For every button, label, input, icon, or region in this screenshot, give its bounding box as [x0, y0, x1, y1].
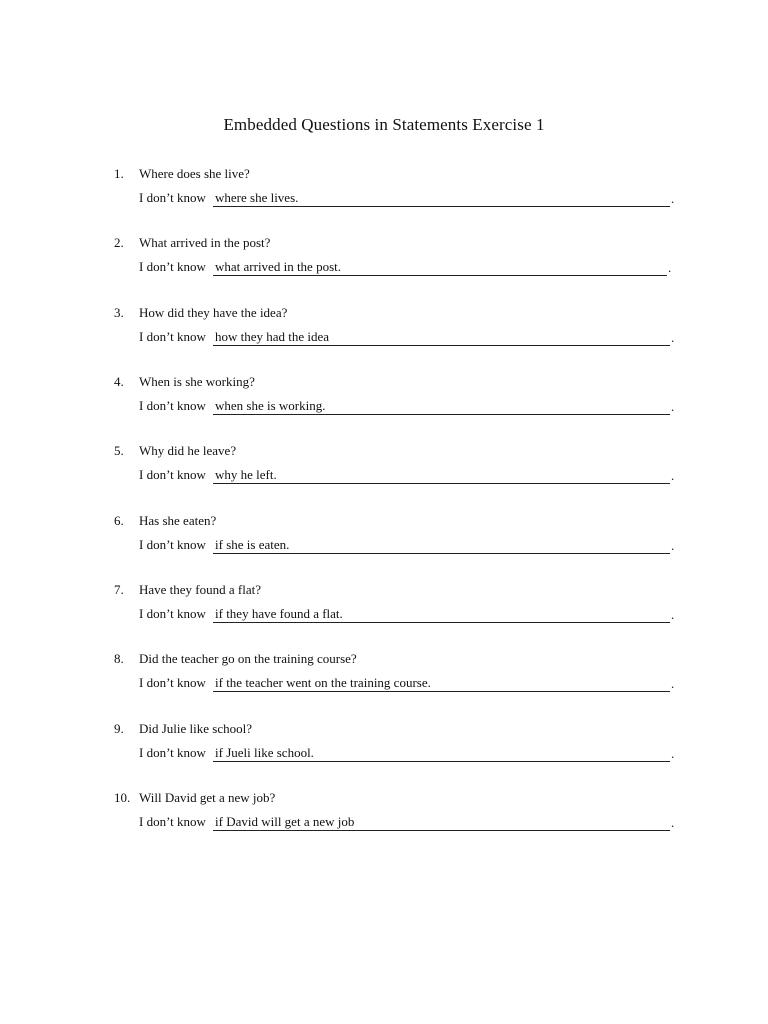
item-question: Has she eaten?: [139, 513, 217, 528]
item-number: 3.: [114, 305, 124, 320]
answer-prefix: I don’t know: [139, 745, 206, 760]
answer-prefix: I don’t know: [139, 537, 206, 552]
item-question: When is she working?: [139, 374, 255, 389]
item-question: Why did he leave?: [139, 443, 237, 458]
answer-row: [139, 259, 679, 277]
answer-blank[interactable]: [213, 329, 670, 346]
answer-period: .: [671, 399, 675, 414]
item-question: Did the teacher go on the training course?: [139, 651, 357, 666]
answer-blank[interactable]: [213, 467, 670, 484]
item-question: Where does she live?: [139, 166, 250, 181]
answer-blank[interactable]: [213, 814, 670, 831]
answer-blank[interactable]: [213, 606, 670, 623]
answer-row: [139, 467, 679, 485]
item-number: 5.: [114, 443, 124, 458]
answer-text: how they had the idea: [215, 329, 330, 344]
answer-text: when she is working.: [215, 398, 326, 413]
exercise-item: [114, 374, 674, 424]
answer-prefix: I don’t know: [139, 190, 206, 205]
answer-period: .: [671, 330, 675, 345]
answer-period: .: [668, 260, 672, 275]
answer-prefix: I don’t know: [139, 329, 206, 344]
item-question: How did they have the idea?: [139, 305, 288, 320]
answer-text: if Jueli like school.: [215, 745, 314, 760]
answer-text: if they have found a flat.: [215, 606, 343, 621]
exercise-item: [114, 443, 674, 493]
answer-row: [139, 329, 679, 347]
answer-text: where she lives.: [215, 190, 299, 205]
exercise-item: [114, 166, 674, 216]
answer-blank[interactable]: [213, 398, 670, 415]
answer-row: [139, 190, 679, 208]
answer-period: .: [671, 538, 675, 553]
answer-period: .: [671, 191, 675, 206]
answer-text: why he left.: [215, 467, 277, 482]
answer-prefix: I don’t know: [139, 467, 206, 482]
exercise-item: [114, 513, 674, 563]
exercise-item: [114, 721, 674, 771]
item-question: Will David get a new job?: [139, 790, 276, 805]
exercise-item: [114, 651, 674, 701]
answer-text: if she is eaten.: [215, 537, 290, 552]
answer-row: [139, 675, 679, 693]
worksheet-title: Embedded Questions in Statements Exercise 1: [223, 115, 545, 134]
item-number: 8.: [114, 651, 124, 666]
answer-prefix: I don’t know: [139, 259, 206, 274]
answer-prefix: I don’t know: [139, 606, 206, 621]
answer-period: .: [671, 746, 675, 761]
answer-prefix: I don’t know: [139, 398, 206, 413]
answer-blank[interactable]: [213, 190, 670, 207]
item-number: 1.: [114, 166, 124, 181]
answer-text: if David will get a new job: [215, 814, 355, 829]
answer-row: [139, 745, 679, 763]
item-number: 6.: [114, 513, 124, 528]
answer-period: .: [671, 607, 675, 622]
answer-blank[interactable]: [213, 537, 670, 554]
exercise-item: [114, 790, 674, 840]
answer-period: .: [671, 468, 675, 483]
item-question: Have they found a flat?: [139, 582, 262, 597]
answer-prefix: I don’t know: [139, 675, 206, 690]
exercise-item: [114, 305, 674, 355]
answer-row: [139, 814, 679, 832]
answer-prefix: I don’t know: [139, 814, 206, 829]
exercise-item: [114, 582, 674, 632]
answer-text: what arrived in the post.: [215, 259, 341, 274]
item-number: 4.: [114, 374, 124, 389]
answer-blank[interactable]: [213, 259, 667, 276]
answer-row: [139, 398, 679, 416]
exercise-item: [114, 235, 674, 285]
answer-period: .: [671, 815, 675, 830]
item-number: 7.: [114, 582, 124, 597]
item-question: Did Julie like school?: [139, 721, 253, 736]
item-number: 10.: [114, 790, 131, 805]
item-question: What arrived in the post?: [139, 235, 271, 250]
answer-row: [139, 537, 679, 555]
item-number: 9.: [114, 721, 124, 736]
answer-text: if the teacher went on the training course.: [215, 675, 431, 690]
item-number: 2.: [114, 235, 124, 250]
answer-blank[interactable]: [213, 675, 670, 692]
answer-blank[interactable]: [213, 745, 670, 762]
answer-period: .: [671, 676, 675, 691]
answer-row: [139, 606, 679, 624]
